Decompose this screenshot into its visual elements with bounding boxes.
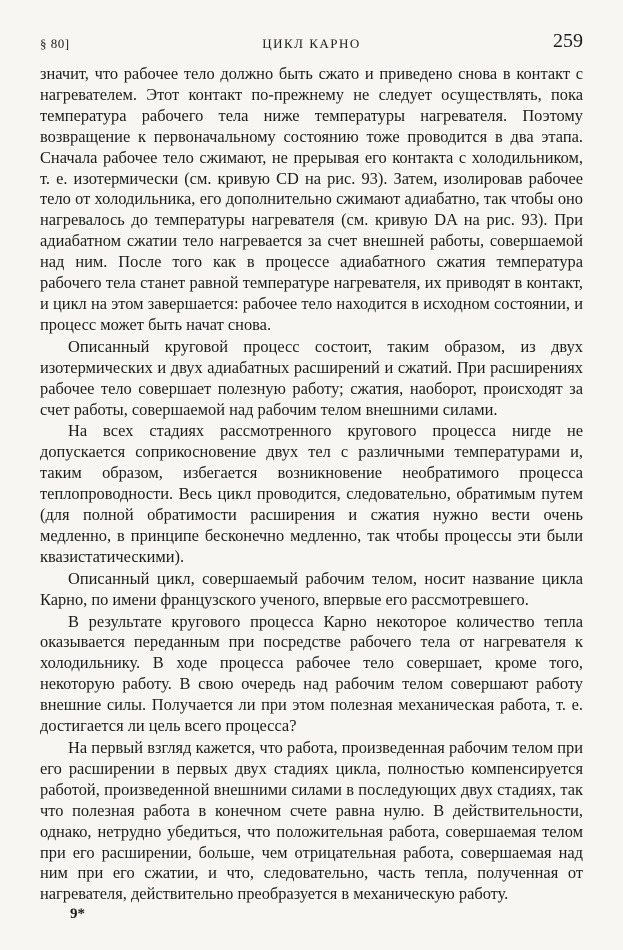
page-number: 259	[553, 30, 583, 52]
section-reference: § 80]	[40, 36, 70, 51]
paragraph: На всех стадиях рассмотренного кругового процесса нигде не допускается соприкосновение двух тел с различными температурами и, таким образом, избегается возникновение необратимого процесса теплопроводности. Весь цикл проводится, следовательно, обратимым путем (для полной обратимости расширения и сжатия нужно вести очень медленно, в принципе бесконечно медленно, так чтобы процессы эти были квазистатическими).	[40, 421, 583, 566]
body-text	[40, 64, 583, 905]
paragraph: На первый взгляд кажется, что работа, произведенная рабочим телом при его расширении в первых двух стадиях цикла, полностью компенсируется работой, произведенной внешними силами в последующих двух стадиях, так что полезная работа в конечном счете равна нулю. В действительности, однако, нетрудно убедиться, что положительная работа, совершаемая телом при его расширении, больше, чем отрицательная работа, совершаемая над ним при его сжатии, и что, следовательно, часть тепла, полученная от нагревателя, действительно преобразуется в механическую работу.	[40, 738, 583, 904]
paragraph: значит, что рабочее тело должно быть сжато и приведено снова в контакт с нагревателем. Этот контакт по-прежнему не следует осуществлять, пока температура рабочего тела ниже температуры нагревателя. Поэтому возвращение к первоначальному состоянию тоже проводится в два этапа. Сначала рабочее тело сжимают, не прерывая его контакта с холодильником, т. е. изотермически (см. кривую CD на рис. 93). Затем, изолировав рабочее тело от холодильника, его дополнительно сжимают адиабатно, так чтобы оно нагревалось до температуры нагревателя (см. кривую DA на рис. 93). При адиабатном сжатии тело нагревается за счет внешней работы, совершаемой над ним. После того как в процессе адиабатного сжатия температура рабочего тела станет равной температуре нагревателя, их приводят в контакт, и цикл на этом завершается: рабочее тело находится в исходном состоянии, и процесс может быть начат снова.	[40, 64, 583, 334]
page-header	[40, 30, 583, 56]
paragraph: Описанный круговой процесс состоит, таким образом, из двух изотермических и двух адиабатных расширений и сжатий. При расширениях рабочее тело совершает полезную работу; сжатия, наоборот, происходят за счет работы, совершаемой над рабочим телом внешними силами.	[40, 336, 583, 419]
paragraph: Описанный цикл, совершаемый рабочим телом, носит название цикла Карно, по имени французского ученого, впервые его рассмотревшего.	[40, 568, 583, 609]
paragraph: В результате кругового процесса Карно некоторое количество тепла оказывается переданным при посредстве рабочего тела от нагревателя к холодильнику. В ходе процесса рабочее тело совершает, кроме того, некоторую работу. В свою очередь над рабочим телом совершают работу внешние силы. Получается ли при этом полезная механическая работа, т. е. достигается ли цель всего процесса?	[40, 611, 583, 736]
signature-mark: 9*	[70, 906, 85, 922]
running-title: ЦИКЛ КАРНО	[262, 36, 361, 51]
